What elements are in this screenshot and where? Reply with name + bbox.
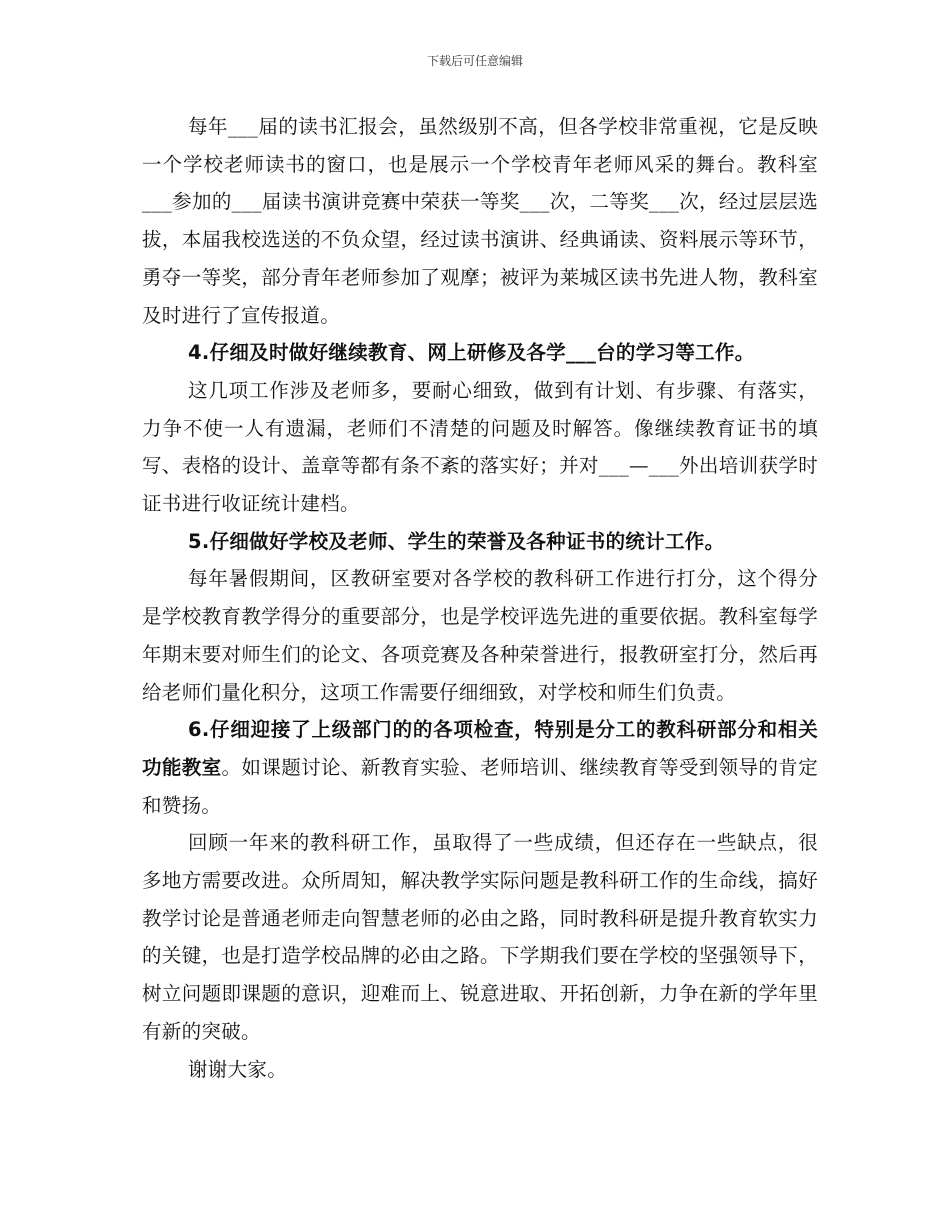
paragraph-inspections	[142, 711, 818, 824]
page-header: 下载后可任意编辑	[426, 54, 523, 68]
paragraph-continuing-education: 这几项工作涉及老师多，要耐心细致，做到有计划、有步骤、有落实，力争不使一人有遗漏，老师们不清楚的问题及时解答。像继续教育证书的填写、表格的设计、盖章等都有条不紊的落实好；并对___—___外出培训获学时证书进行收证统计建档。	[142, 378, 818, 516]
paragraph-honors-statistics: 每年暑假期间，区教研室要对各学校的教科研工作进行打分，这个得分是学校教育教学得分的重要部分，也是学校评选先进的重要依据。教科室每学年期末要对师生们的论文、各项竞赛及各种荣誉进行，报教研室打分，然后再给老师们量化积分，这项工作需要仔细细致，对学校和师生们负责。	[142, 567, 818, 704]
document-body	[142, 108, 818, 1088]
heading-continuing-education: 4.仔细及时做好继续教育、网上研修及各学___台的学习等工作。	[188, 341, 755, 365]
paragraph-thanks: 谢谢大家。	[188, 1057, 288, 1081]
heading-inspections: 6.仔细迎接了上级部门的的各项检查，特别是分工的教科研部分和相关功能教室	[142, 718, 818, 779]
paragraph-review: 回顾一年来的教科研工作，虽取得了一些成绩，但还存在一些缺点，很多地方需要改进。众所周知，解决教学实际问题是教科研工作的生命线，搞好教学讨论是普通老师走向智慧老师的必由之路，同时教科研是提升教育软实力的关键，也是打造学校品牌的必由之路。下学期我们要在学校的坚强领导下，树立问题即课题的意识，迎难而上、锐意进取、开拓创新，力争在新的学年里有新的突破。	[142, 831, 818, 1043]
paragraph-inspections-text: 。如课题讨论、新教育实验、老师培训、继续教育等受到领导的肯定和赞扬。	[142, 755, 818, 817]
paragraph-reading-report: 每年___届的读书汇报会，虽然级别不高，但各学校非常重视，它是反映一个学校老师读书的窗口，也是展示一个学校青年老师风采的舞台。教科室___参加的___届读书演讲竞赛中荣获一等奖___次，二等奖___次，经过层层选拔，本届我校选送的不负众望，经过读书演讲、经典诵读、资料展示等环节，勇夺一等奖，部分青年老师参加了观摩；被评为莱城区读书先进人物，教科室及时进行了宣传报道。	[142, 115, 818, 327]
heading-honors-statistics: 5.仔细做好学校及老师、学生的荣誉及各种证书的统计工作。	[188, 529, 725, 553]
